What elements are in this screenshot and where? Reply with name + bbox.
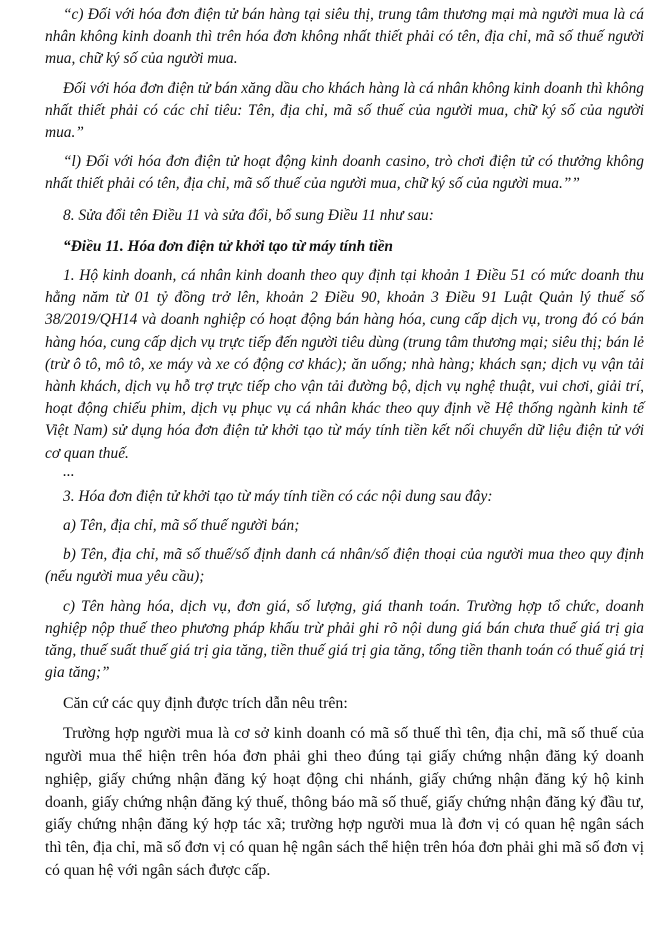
amendment-item-8: 8. Sửa đổi tên Điều 11 và sửa đổi, bổ sung Điều 11 như sau: (63, 206, 434, 224)
clause-3c-goods-info: c) Tên hàng hóa, dịch vụ, đơn giá, số lượng, giá thanh toán. Trường hợp tổ chức, doanh nghiệp nộp thuế theo phương pháp khấu trừ phải ghi rõ nội dung giá bán chưa thuế giá trị gia tăng, thuế suất thuế giá trị gia tăng, tiền thuế giá trị gia tăng, tổng tiền thanh toán có thuế giá trị gia tăng;” (45, 597, 644, 682)
article-11-heading: “Điều 11. Hóa đơn điện tử khởi tạo từ máy tính tiền (63, 237, 393, 255)
omitted-text-ellipsis: ... (63, 462, 75, 480)
quoted-clause-l-casino: “l) Đối với hóa đơn điện tử hoạt động kinh doanh casino, trò chơi điện tử có thưởng không nhất thiết phải có tên, địa chỉ, mã số thuế của người mua, chữ ký số của người mua.”” (45, 153, 644, 193)
article-11-clause-1: 1. Hộ kinh doanh, cá nhân kinh doanh theo quy định tại khoản 1 Điều 51 có mức doanh thu hằng năm từ 01 tỷ đồng trở lên, khoản 2 Điều 90, khoản 3 Điều 91 Luật Quản lý thuế số 38/2019/QH14 và doanh nghiệp có hoạt động bán hàng hóa, cung cấp dịch vụ, trong đó có bán hàng hóa, cung cấp dịch vụ trực tiếp đến người tiêu dùng (trung tâm thương mại; siêu thị; bán lẻ (trừ ô tô, mô tô, xe máy và xe có động cơ khác); ăn uống; nhà hàng; khách sạn; dịch vụ vận tải hành khách, dịch vụ hỗ trợ trực tiếp cho vận tải đường bộ, dịch vụ nghệ thuật, vui chơi, giải trí, hoạt động chiếu phim, dịch vụ phục vụ cá nhân khác theo quy định về Hệ thống ngành kinh tế Việt Nam) sử dụng hóa đơn điện tử khởi tạo từ máy tính tiền kết nối chuyển dữ liệu điện tử với cơ quan thuế. (45, 267, 645, 462)
conclusion-body: Trường hợp người mua là cơ sở kinh doanh có mã số thuế thì tên, địa chỉ, mã số thuế của người mua thể hiện trên hóa đơn phải ghi theo đúng tại giấy chứng nhận đăng ký doanh nghiệp, giấy chứng nhận đăng ký hoạt động chi nhánh, giấy chứng nhận đăng ký hộ kinh doanh, giấy chứng nhận đăng ký thuế, thông báo mã số thuế, giấy chứng nhận đăng ký đầu tư, giấy chứng nhận đăng ký hợp tác xã; trường hợp người mua là đơn vị có quan hệ ngân sách thì tên, địa chỉ, mã số đơn vị có quan hệ ngân sách thể hiện trên hóa đơn phải ghi mã số đơn vị có quan hệ với ngân sách được cấp. (45, 725, 644, 880)
clause-3a-seller-info: a) Tên, địa chỉ, mã số thuế người bán; (63, 517, 300, 535)
article-11-clause-3: 3. Hóa đơn điện tử khởi tạo từ máy tính tiền có các nội dung sau đây: (63, 487, 493, 505)
quoted-clause-c-supermarket: “c) Đối với hóa đơn điện tử bán hàng tại siêu thị, trung tâm thương mại mà người mua là cá nhân không kinh doanh thì trên hóa đơn không nhất thiết phải có tên, địa chỉ, mã số thuế người mua, chữ ký số của người mua. (45, 6, 644, 68)
quoted-clause-fuel-sales: Đối với hóa đơn điện tử bán xăng dầu cho khách hàng là cá nhân không kinh doanh thì không nhất thiết phải có các chỉ tiêu: Tên, địa chỉ, mã số thuế của người mua, chữ ký số của người mua.” (45, 79, 644, 142)
clause-3b-buyer-info: b) Tên, địa chỉ, mã số thuế/số định danh cá nhân/số điện thoại của người mua theo quy định (nếu người mua yêu cầu); (45, 546, 644, 586)
conclusion-intro: Căn cứ các quy định được trích dẫn nêu trên: (63, 695, 348, 713)
